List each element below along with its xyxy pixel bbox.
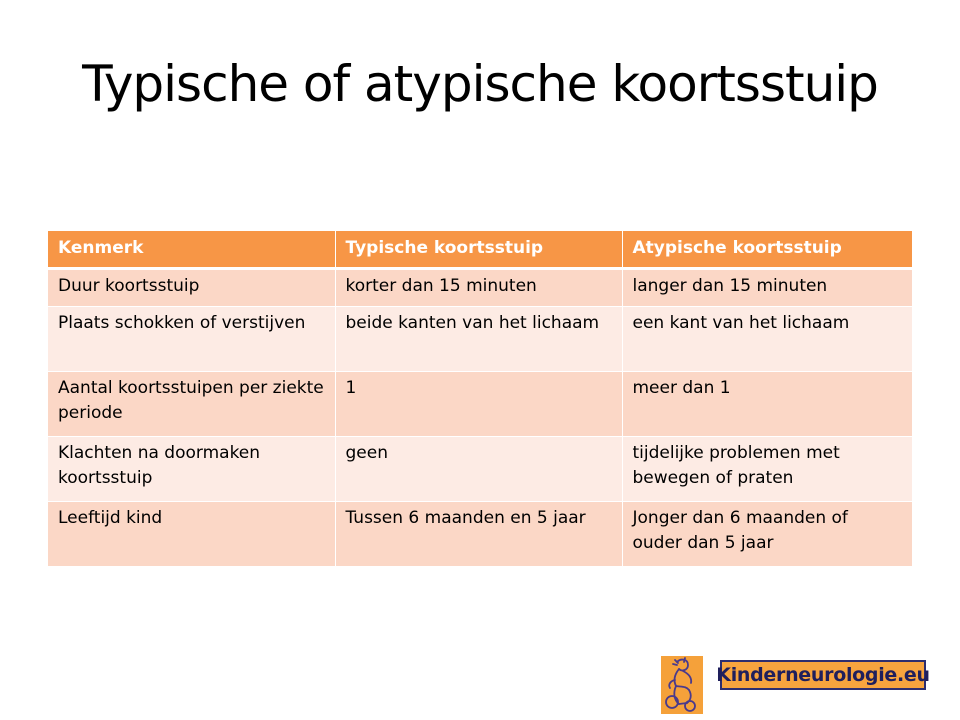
table-cell: meer dan 1	[622, 372, 912, 437]
table-row	[48, 437, 912, 502]
table-cell: een kant van het lichaam	[622, 307, 912, 372]
table-cell: korter dan 15 minuten	[335, 269, 622, 307]
table-row	[48, 372, 912, 437]
table-cell: Plaats schokken of verstijven	[48, 307, 335, 372]
table-row	[48, 307, 912, 372]
table-cell: beide kanten van het lichaam	[335, 307, 622, 372]
header-typische: Typische koortsstuip	[335, 231, 622, 269]
table-cell: geen	[335, 437, 622, 502]
table-cell: Aantal koortsstuipen per ziekte periode	[48, 372, 335, 437]
table-row	[48, 269, 912, 307]
site-brand-label: Kinderneurologie.eu	[716, 664, 930, 686]
table-row	[48, 502, 912, 567]
table-cell: Klachten na doormaken koortsstuip	[48, 437, 335, 502]
site-brand-badge	[716, 660, 930, 690]
table-cell: langer dan 15 minuten	[622, 269, 912, 307]
table-cell: Jonger dan 6 maanden of ouder dan 5 jaar	[622, 502, 912, 567]
header-atypische: Atypische koortsstuip	[622, 231, 912, 269]
table-cell: Duur koortsstuip	[48, 269, 335, 307]
table-header-row	[48, 231, 912, 269]
table-cell: 1	[335, 372, 622, 437]
slide-title: Typische of atypische koortsstuip	[82, 55, 878, 113]
table-cell: tijdelijke problemen met bewegen of praten	[622, 437, 912, 502]
child-figure-logo-icon	[661, 656, 703, 714]
table-cell: Leeftijd kind	[48, 502, 335, 567]
comparison-table	[48, 231, 912, 567]
header-kenmerk: Kenmerk	[48, 231, 335, 269]
table-cell: Tussen 6 maanden en 5 jaar	[335, 502, 622, 567]
